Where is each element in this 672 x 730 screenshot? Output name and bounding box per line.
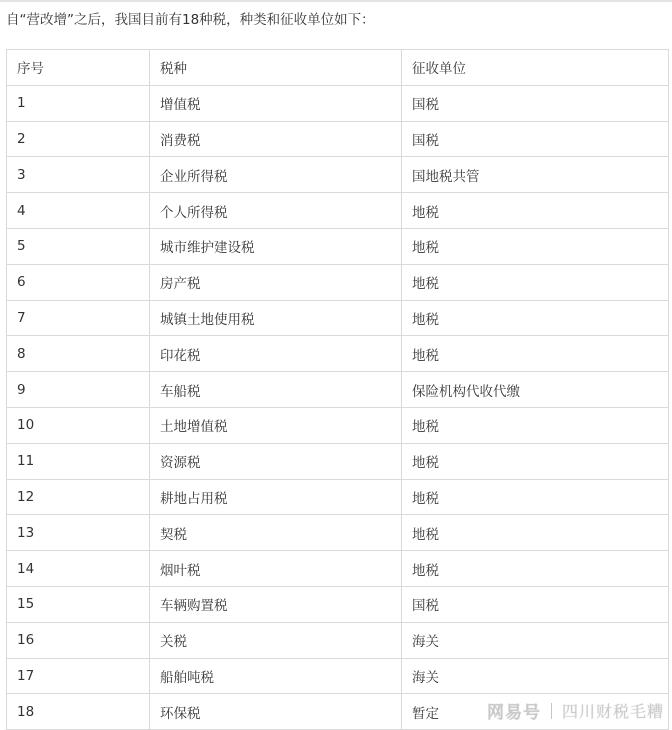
cell-index: 3 [7, 157, 150, 193]
cell-collector: 国地税共管 [402, 157, 669, 193]
cell-index: 9 [7, 372, 150, 408]
table-row [7, 622, 669, 658]
header-cell-collector: 征收单位 [402, 50, 669, 86]
cell-index: 2 [7, 121, 150, 157]
table-row [7, 443, 669, 479]
cell-collector: 地税 [402, 336, 669, 372]
cell-tax-type: 契税 [150, 515, 402, 551]
header-cell-index: 序号 [7, 50, 150, 86]
cell-collector: 保险机构代收代缴 [402, 372, 669, 408]
cell-tax-type: 车船税 [150, 372, 402, 408]
cell-index: 13 [7, 515, 150, 551]
cell-tax-type: 关税 [150, 622, 402, 658]
top-border [0, 0, 672, 2]
cell-collector: 地税 [402, 443, 669, 479]
cell-tax-type: 增值税 [150, 85, 402, 121]
cell-tax-type: 城镇土地使用税 [150, 300, 402, 336]
cell-collector: 地税 [402, 407, 669, 443]
table-row [7, 658, 669, 694]
table-row [7, 407, 669, 443]
cell-collector: 海关 [402, 658, 669, 694]
table-row [7, 193, 669, 229]
cell-collector: 地税 [402, 551, 669, 587]
cell-index: 5 [7, 228, 150, 264]
cell-index: 6 [7, 264, 150, 300]
header-cell-tax-type: 税种 [150, 50, 402, 86]
table-row [7, 264, 669, 300]
table-row [7, 586, 669, 622]
cell-tax-type: 耕地占用税 [150, 479, 402, 515]
cell-tax-type: 车辆购置税 [150, 586, 402, 622]
cell-tax-type: 企业所得税 [150, 157, 402, 193]
cell-index: 17 [7, 658, 150, 694]
cell-index: 14 [7, 551, 150, 587]
table-header-row [7, 50, 669, 86]
cell-collector: 海关 [402, 622, 669, 658]
cell-index: 11 [7, 443, 150, 479]
table-row [7, 372, 669, 408]
cell-collector: 地税 [402, 264, 669, 300]
cell-tax-type: 城市维护建设税 [150, 228, 402, 264]
cell-index: 1 [7, 85, 150, 121]
cell-collector: 地税 [402, 515, 669, 551]
watermark [487, 698, 664, 723]
cell-collector: 国税 [402, 586, 669, 622]
cell-tax-type: 土地增值税 [150, 407, 402, 443]
tax-table [6, 49, 669, 730]
table-row [7, 85, 669, 121]
watermark-divider [551, 703, 552, 719]
table-row [7, 551, 669, 587]
table-row [7, 157, 669, 193]
table-row [7, 336, 669, 372]
cell-tax-type: 资源税 [150, 443, 402, 479]
cell-index: 10 [7, 407, 150, 443]
table-body [7, 50, 669, 730]
cell-tax-type: 环保税 [150, 694, 402, 730]
cell-tax-type: 个人所得税 [150, 193, 402, 229]
cell-tax-type: 烟叶税 [150, 551, 402, 587]
table-row [7, 515, 669, 551]
table-row [7, 479, 669, 515]
cell-index: 15 [7, 586, 150, 622]
table-row [7, 228, 669, 264]
cell-collector: 地税 [402, 300, 669, 336]
cell-collector: 暂定 [402, 694, 669, 730]
cell-tax-type: 房产税 [150, 264, 402, 300]
cell-tax-type: 印花税 [150, 336, 402, 372]
cell-collector: 地税 [402, 479, 669, 515]
watermark-brand: 网易号 [486, 703, 541, 723]
cell-index: 12 [7, 479, 150, 515]
watermark-author: 四川财税毛糟 [561, 702, 664, 721]
table-row [7, 300, 669, 336]
intro-text: 自“营改增”之后，我国目前有18种税，种类和征收单位如下： [6, 12, 375, 28]
cell-index: 16 [7, 622, 150, 658]
cell-collector: 地税 [402, 228, 669, 264]
cell-collector: 国税 [402, 121, 669, 157]
cell-tax-type: 船舶吨税 [150, 658, 402, 694]
cell-tax-type: 消费税 [150, 121, 402, 157]
cell-index: 8 [7, 336, 150, 372]
cell-index: 4 [7, 193, 150, 229]
cell-index: 7 [7, 300, 150, 336]
cell-index: 18 [7, 694, 150, 730]
table-row [7, 121, 669, 157]
cell-collector: 国税 [402, 85, 669, 121]
cell-collector: 地税 [402, 193, 669, 229]
